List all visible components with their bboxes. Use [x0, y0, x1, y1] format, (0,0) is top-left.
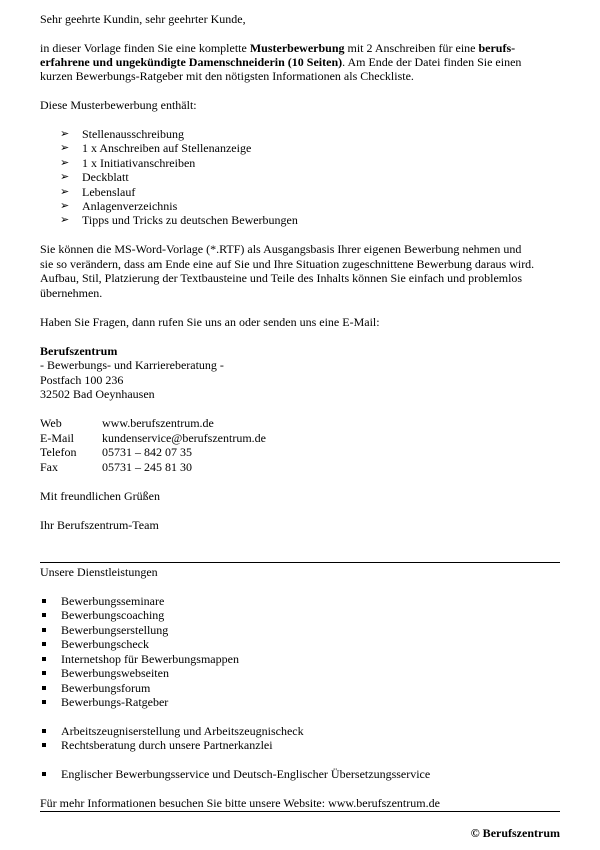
square-bullet-icon — [42, 743, 46, 747]
square-bullet-icon — [42, 628, 46, 632]
divider — [40, 811, 560, 812]
questions-text: Haben Sie Fragen, dann rufen Sie uns an oder senden uns eine E-Mail: — [40, 315, 380, 329]
arrow-bullet-icon: ➢ — [60, 200, 70, 212]
square-bullet-icon — [42, 671, 46, 675]
square-bullet-icon — [42, 599, 46, 603]
company-name: Berufszentrum — [40, 344, 118, 358]
arrow-bullet-icon: ➢ — [60, 171, 70, 183]
document-page: Sehr geehrte Kundin, sehr geehrter Kunde, in dieser Vorlage finden Sie eine komplette Musterbewerbung mit 2 Anschreiben für eine berufs- erfahrene und ungekündigte Damenschneiderin (10 Seiten). Am Ende der Datei finden Sie einen kurzen Bewerbungs-Ratgeber mit den nötigsten Informationen als Checkliste. Diese Musterbewerbung enthält: ➢ Stellenausschreibung ➢ 1 x Anschreiben auf Stellenanzeige ➢ 1 x Initiativanschreiben ➢ Deckblatt ➢ Lebenslauf ➢ Anlagenverzeichnis ➢ Tipps und Tricks zu deutschen Bewerbungen Sie können die MS-Word-Vorlage (*.RTF) als Ausgangsbasis Ihrer eigenen Bewerbung nehmen und sie so verändern, dass am Ende eine auf Sie und Ihre Situation zugeschnittene Bewerbung daraus wird. Aufbau, Stil, Platzierung der Textbausteine und Teile des Inhalts können Sie einfach und problemlos übernehmen. Haben Sie Fragen, dann rufen Sie uns an oder senden uns eine E-Mail: Berufszentrum - Bewerbungs- und Karriereberatung - Postfach 100 236 32502 Bad Oeynhausen Web www.berufszentrum.de E-Mail kundenservice@berufszentrum.de Telefon 05731 – 842 07 35 Fax 05731 – 245 81 30 Mit freundlichen Grüßen Ihr Berufszentrum-Team Unsere Dienstleistungen Bewerbungsseminare Bewerbungscoaching Bewerbungserstellung Bewerbungscheck Internetshop für Bewerbungsmappen Bewerbungswebseiten Bewerbungsforum Bewerbungs-Ratgeber Arbeitszeugniserstellung und Arbeitszeugnischeck Rechtsberatung durch unsere Partnerkanzlei Englischer Bewerbungsservice und Deutsch-Englischer Übersetzungsservice Für mehr Informationen besuchen Sie bitte unsere Website: www.berufszentrum.de © Berufszentrum — [40, 12, 560, 840]
intro-text: mit 2 Anschreiben für eine — [344, 41, 479, 55]
divider — [40, 562, 560, 563]
arrow-bullet-icon: ➢ — [60, 157, 70, 169]
usage-line: Aufbau, Stil, Platzierung der Textbausteine und Teile des Inhalts können Sie einfach und problemlos — [40, 271, 523, 285]
services-heading: Unsere Dienstleistungen — [40, 565, 158, 579]
greeting: Sehr geehrte Kundin, sehr geehrter Kunde, — [40, 12, 246, 26]
arrow-bullet-icon: ➢ — [60, 186, 70, 198]
arrow-bullet-icon: ➢ — [60, 128, 70, 140]
intro-line-2 — [40, 55, 521, 70]
usage-line: sie so verändern, dass am Ende eine auf Sie und Ihre Situation zugeschnittene Bewerbung daraus wird. — [40, 257, 535, 271]
square-bullet-icon — [42, 657, 46, 661]
square-bullet-icon — [42, 642, 46, 646]
copyright: © Berufszentrum — [470, 826, 560, 840]
intro-text: . Am Ende der Datei finden Sie einen — [342, 55, 522, 69]
contact-label: Telefon — [40, 445, 77, 459]
more-info: Für mehr Informationen besuchen Sie bitte unsere Website: www.berufszentrum.de — [40, 796, 440, 810]
square-bullet-icon — [42, 613, 46, 617]
signature: Ihr Berufszentrum-Team — [40, 518, 159, 532]
intro-emphasis: Musterbewerbung — [249, 41, 345, 55]
intro-line-3: kurzen Bewerbungs-Ratgeber mit den nötigsten Informationen als Checkliste. — [40, 69, 414, 83]
city: 32502 Bad Oeynhausen — [40, 387, 155, 401]
company-subtitle: - Bewerbungs- und Karriereberatung - — [40, 358, 224, 372]
arrow-bullet-icon: ➢ — [60, 214, 70, 226]
square-bullet-icon — [42, 772, 46, 776]
contact-value: 05731 – 245 81 30 — [102, 460, 192, 474]
square-bullet-icon — [42, 686, 46, 690]
website-link[interactable]: www.berufszentrum.de — [102, 416, 214, 430]
email-link[interactable]: kundenservice@berufszentrum.de — [102, 431, 266, 445]
arrow-bullet-icon: ➢ — [60, 142, 70, 154]
intro-emphasis: erfahrene und ungekündigte Damenschneiderin (10 Seiten) — [40, 55, 343, 69]
postbox: Postfach 100 236 — [40, 373, 124, 387]
contact-label: E-Mail — [40, 431, 74, 445]
closing: Mit freundlichen Grüßen — [40, 489, 160, 503]
contains-heading: Diese Musterbewerbung enthält: — [40, 98, 197, 112]
usage-line: Sie können die MS-Word-Vorlage (*.RTF) als Ausgangsbasis Ihrer eigenen Bewerbung nehmen und — [40, 242, 522, 256]
square-bullet-icon — [42, 729, 46, 733]
usage-line: übernehmen. — [40, 286, 103, 300]
contact-label: Web — [40, 416, 62, 430]
intro-emphasis: berufs- — [478, 41, 516, 55]
square-bullet-icon — [42, 700, 46, 704]
intro-line-1 — [40, 41, 515, 56]
intro-text: in dieser Vorlage finden Sie eine komplette — [40, 41, 250, 55]
contact-value: 05731 – 842 07 35 — [102, 445, 192, 459]
contact-label: Fax — [40, 460, 58, 474]
